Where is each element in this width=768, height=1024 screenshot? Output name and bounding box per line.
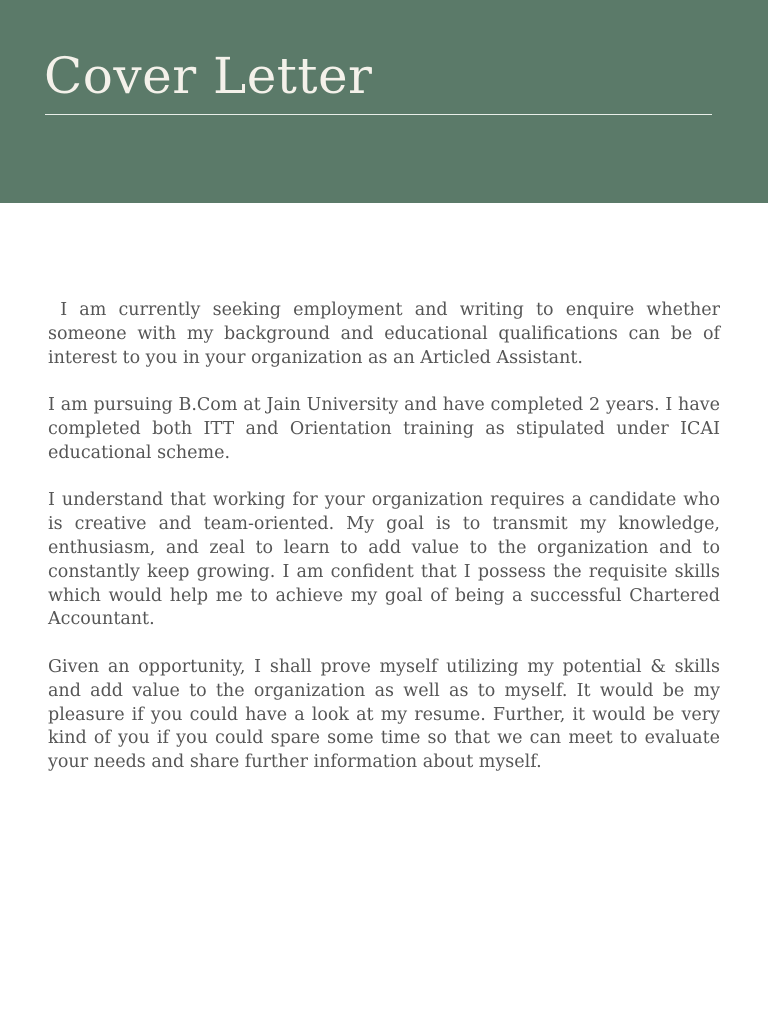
- header-band: [0, 0, 768, 203]
- letter-paragraph-1-text: I am currently seeking employment and writing to enquire whether someone with my background and educational qualifications can be of interest to you in your organization as an Articled Assistant.: [48, 300, 720, 368]
- letter-paragraph-4: Given an opportunity, I shall prove myself utilizing my potential & skills and add value to the organization as well as to myself. It would be my pleasure if you could have a look at my resume. Further, it would be very kind of you if you could spare some time so that we can meet to evaluate your needs and share further information about myself.: [48, 656, 720, 773]
- letter-paragraph-3: I understand that working for your organization requires a candidate who is creative and team-oriented. My goal is to transmit my knowledge, enthusiasm, and zeal to learn to add value to the organization and to constantly keep growing. I am confident that I possess the requisite skills which would help me to achieve my goal of being a successful Chartered Accountant.: [48, 490, 720, 630]
- page-title: Cover Letter: [44, 47, 373, 105]
- title-divider: [45, 114, 712, 115]
- letter-paragraph-1: [48, 299, 720, 370]
- letter-paragraph-2: I am pursuing B.Com at Jain University and have completed 2 years. I have completed both ITT and Orientation training as stipulated under ICAI educational scheme.: [48, 395, 720, 463]
- letter-body: [48, 299, 720, 775]
